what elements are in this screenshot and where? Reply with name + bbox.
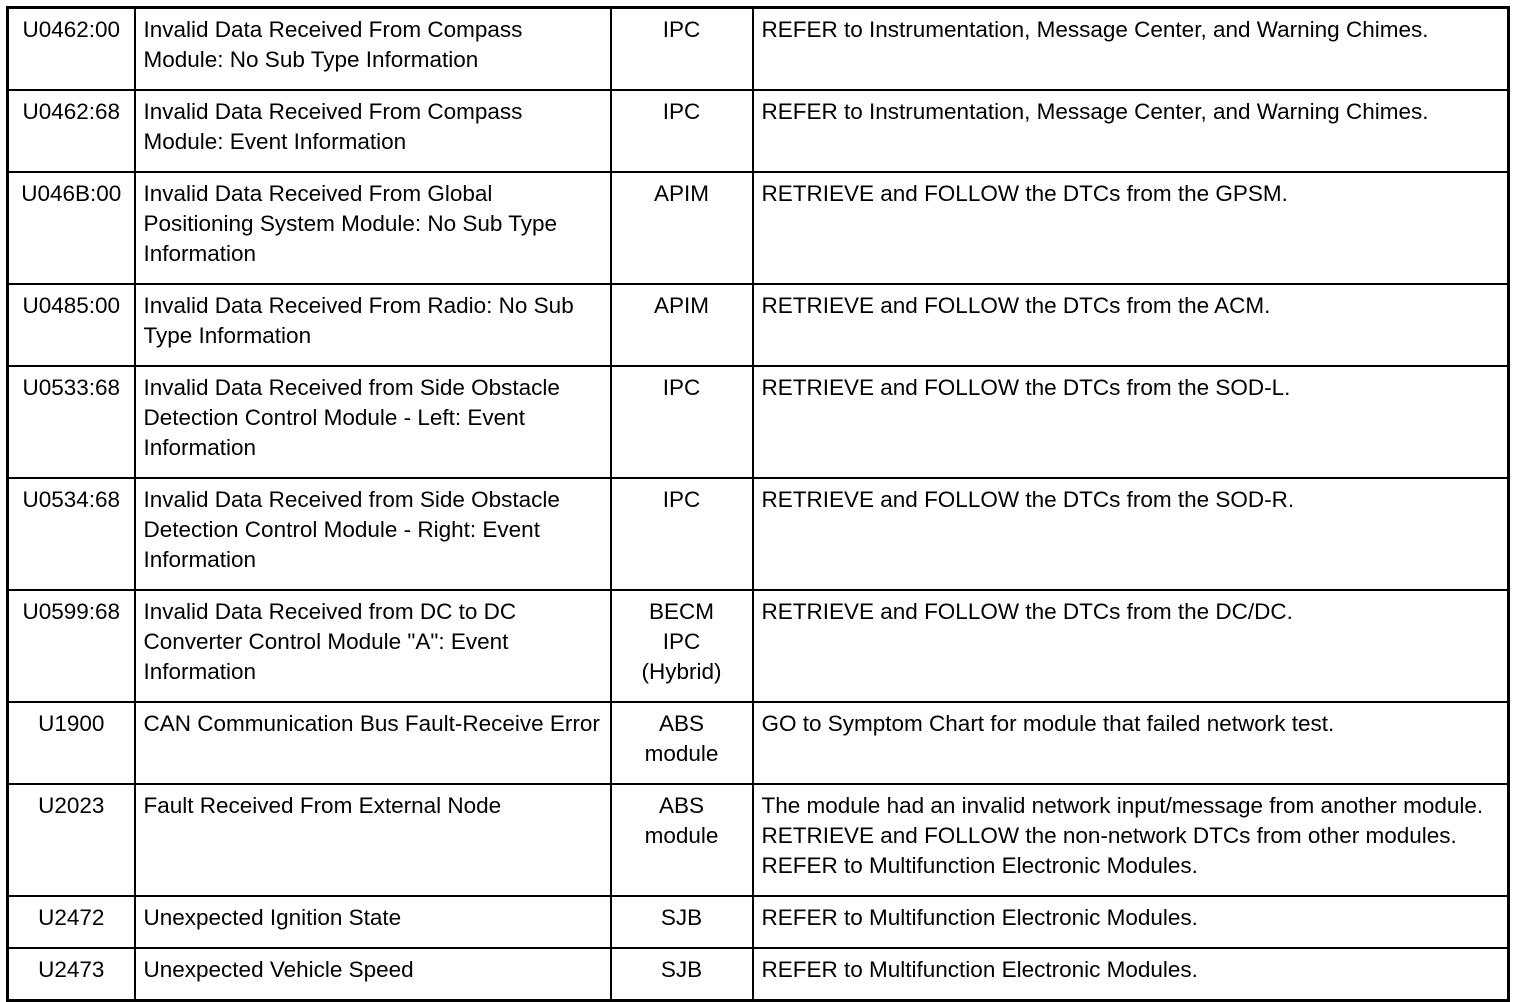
table-row [8,784,1509,896]
dtc-code-cell: U2472 [8,896,135,948]
dtc-module-cell: APIM [611,284,753,366]
dtc-table [6,6,1510,1002]
dtc-module-cell: SJB [611,896,753,948]
table-row [8,90,1509,172]
dtc-code-cell: U1900 [8,702,135,784]
dtc-code-cell: U2023 [8,784,135,896]
dtc-action-cell: RETRIEVE and FOLLOW the DTCs from the SOD-R. [753,478,1509,590]
dtc-code-cell: U0533:68 [8,366,135,478]
dtc-action-cell: RETRIEVE and FOLLOW the DTCs from the GPSM. [753,172,1509,284]
dtc-action-cell: REFER to Multifunction Electronic Modules. [753,948,1509,1001]
dtc-module-cell: BECM IPC (Hybrid) [611,590,753,702]
table-row [8,478,1509,590]
dtc-code-cell: U0462:68 [8,90,135,172]
dtc-module-cell: IPC [611,366,753,478]
dtc-module-cell: APIM [611,172,753,284]
dtc-module-cell: ABS module [611,702,753,784]
dtc-action-cell: REFER to Instrumentation, Message Center, and Warning Chimes. [753,8,1509,91]
dtc-description-cell: Invalid Data Received from DC to DC Converter Control Module "A": Event Information [135,590,611,702]
dtc-action-cell: RETRIEVE and FOLLOW the DTCs from the DC/DC. [753,590,1509,702]
dtc-code-cell: U0534:68 [8,478,135,590]
table-row [8,896,1509,948]
dtc-action-cell: GO to Symptom Chart for module that failed network test. [753,702,1509,784]
dtc-description-cell: Unexpected Ignition State [135,896,611,948]
dtc-action-cell: RETRIEVE and FOLLOW the DTCs from the ACM. [753,284,1509,366]
dtc-module-cell: IPC [611,90,753,172]
dtc-action-cell: REFER to Instrumentation, Message Center, and Warning Chimes. [753,90,1509,172]
table-row [8,284,1509,366]
table-row [8,702,1509,784]
dtc-module-cell: SJB [611,948,753,1001]
dtc-description-cell: CAN Communication Bus Fault-Receive Error [135,702,611,784]
dtc-description-cell: Invalid Data Received From Compass Module: Event Information [135,90,611,172]
dtc-action-cell: REFER to Multifunction Electronic Modules. [753,896,1509,948]
dtc-description-cell: Invalid Data Received from Side Obstacle Detection Control Module - Right: Event Information [135,478,611,590]
table-row [8,172,1509,284]
dtc-module-cell: IPC [611,478,753,590]
dtc-description-cell: Unexpected Vehicle Speed [135,948,611,1001]
dtc-description-cell: Invalid Data Received From Global Positioning System Module: No Sub Type Information [135,172,611,284]
dtc-description-cell: Invalid Data Received From Radio: No Sub Type Information [135,284,611,366]
table-row [8,8,1509,91]
dtc-module-cell: ABS module [611,784,753,896]
dtc-code-cell: U0599:68 [8,590,135,702]
table-row [8,948,1509,1001]
dtc-description-cell: Invalid Data Received from Side Obstacle Detection Control Module - Left: Event Information [135,366,611,478]
dtc-action-cell: The module had an invalid network input/message from another module. RETRIEVE and FOLLOW the non-network DTCs from other modules. REFER to Multifunction Electronic Modules. [753,784,1509,896]
dtc-code-cell: U0485:00 [8,284,135,366]
dtc-description-cell: Invalid Data Received From Compass Module: No Sub Type Information [135,8,611,91]
dtc-module-cell: IPC [611,8,753,91]
dtc-code-cell: U046B:00 [8,172,135,284]
dtc-description-cell: Fault Received From External Node [135,784,611,896]
dtc-code-cell: U0462:00 [8,8,135,91]
table-row [8,366,1509,478]
table-row [8,590,1509,702]
dtc-action-cell: RETRIEVE and FOLLOW the DTCs from the SOD-L. [753,366,1509,478]
dtc-code-cell: U2473 [8,948,135,1001]
